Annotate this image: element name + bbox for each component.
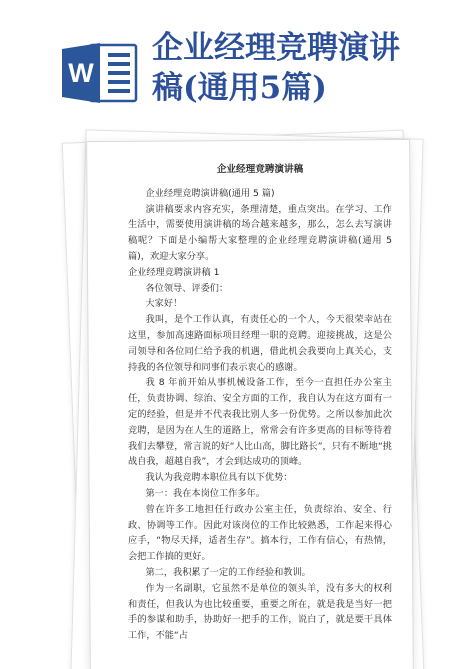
paragraph: 各位领导、评委们：: [145, 282, 229, 294]
headline-line-1: 企业经理竞聘演讲: [152, 30, 400, 66]
paragraph: 第二，我积累了一定的工作经验和教训。: [145, 566, 311, 578]
paragraph: 第一：我在本岗位工作多年。: [145, 487, 265, 499]
paragraph: 曾在许多工地担任行政办公室主任，负责综治、安全、行政、协调等工作。因此对该岗位的工作比较熟悉，工作起来得心应手，“物尽天择，适者生存”。搞本行，工作有信心，有热情，会把工作搞的更好。: [128, 503, 392, 563]
word-document-icon: [60, 41, 140, 105]
paragraph: 我叫，是个工作认真，有责任心的一个人，今天很荣幸站在这里，参加高速路面标项目经理一职的竞聘。迎接挑战，这是公司领导和各位同仁给予我的机遇，借此机会我要向上真关心，支持我的各位领导和同事们表示衷心的感谢。: [128, 314, 392, 373]
paragraph: 演讲稿要求内容充实，条理清楚，重点突出。在学习、工作生活中，需要使用演讲稿的场合越来越多，那么，怎么去写演讲稿呢？下面是小编帮大家整理的企业经理竞聘演讲稿(通用 5 篇)，欢迎大家分享。: [128, 203, 392, 262]
section-heading: 企业经理竞聘演讲稿 1: [128, 266, 220, 278]
paragraph: 大家好！: [145, 298, 183, 310]
document-body: [128, 162, 392, 644]
paragraph: 我认为我竞聘本职位具有以下优势：: [145, 472, 293, 484]
paragraph: 我 8 年前开始从事机械设备工作，至今一直担任办公室主任，负责协调、综治、安全方面的工作，我自认为在这方面有一定的经验，但是并不代表我比别人多一份优势。之所以参加此次竞聘，是因为在人生的道路上，常常会有许多更高的目标等待着我们去攀登，常言说的好“人比山高，脚比路长”，只有不断地“挑战自我，超越自我”，才会到达成功的顶峰。: [128, 377, 392, 468]
page-headline: [152, 28, 470, 108]
headline-line-2: 稿(通用5篇): [152, 70, 327, 106]
document-title: 企业经理竞聘演讲稿: [216, 164, 304, 175]
paragraph: 作为一名副职，它虽然不是单位的领头羊，没有多大的权利和责任，但我认为也比较重要，重要之所在，就是我是当好一把手的参谋和助手，协助好一把手的工作，说白了，就是要干具体工作，不能“占: [128, 582, 392, 642]
svg-text:W: W: [68, 58, 94, 88]
paragraph: 企业经理竞聘演讲稿(通用 5 篇): [145, 187, 275, 199]
